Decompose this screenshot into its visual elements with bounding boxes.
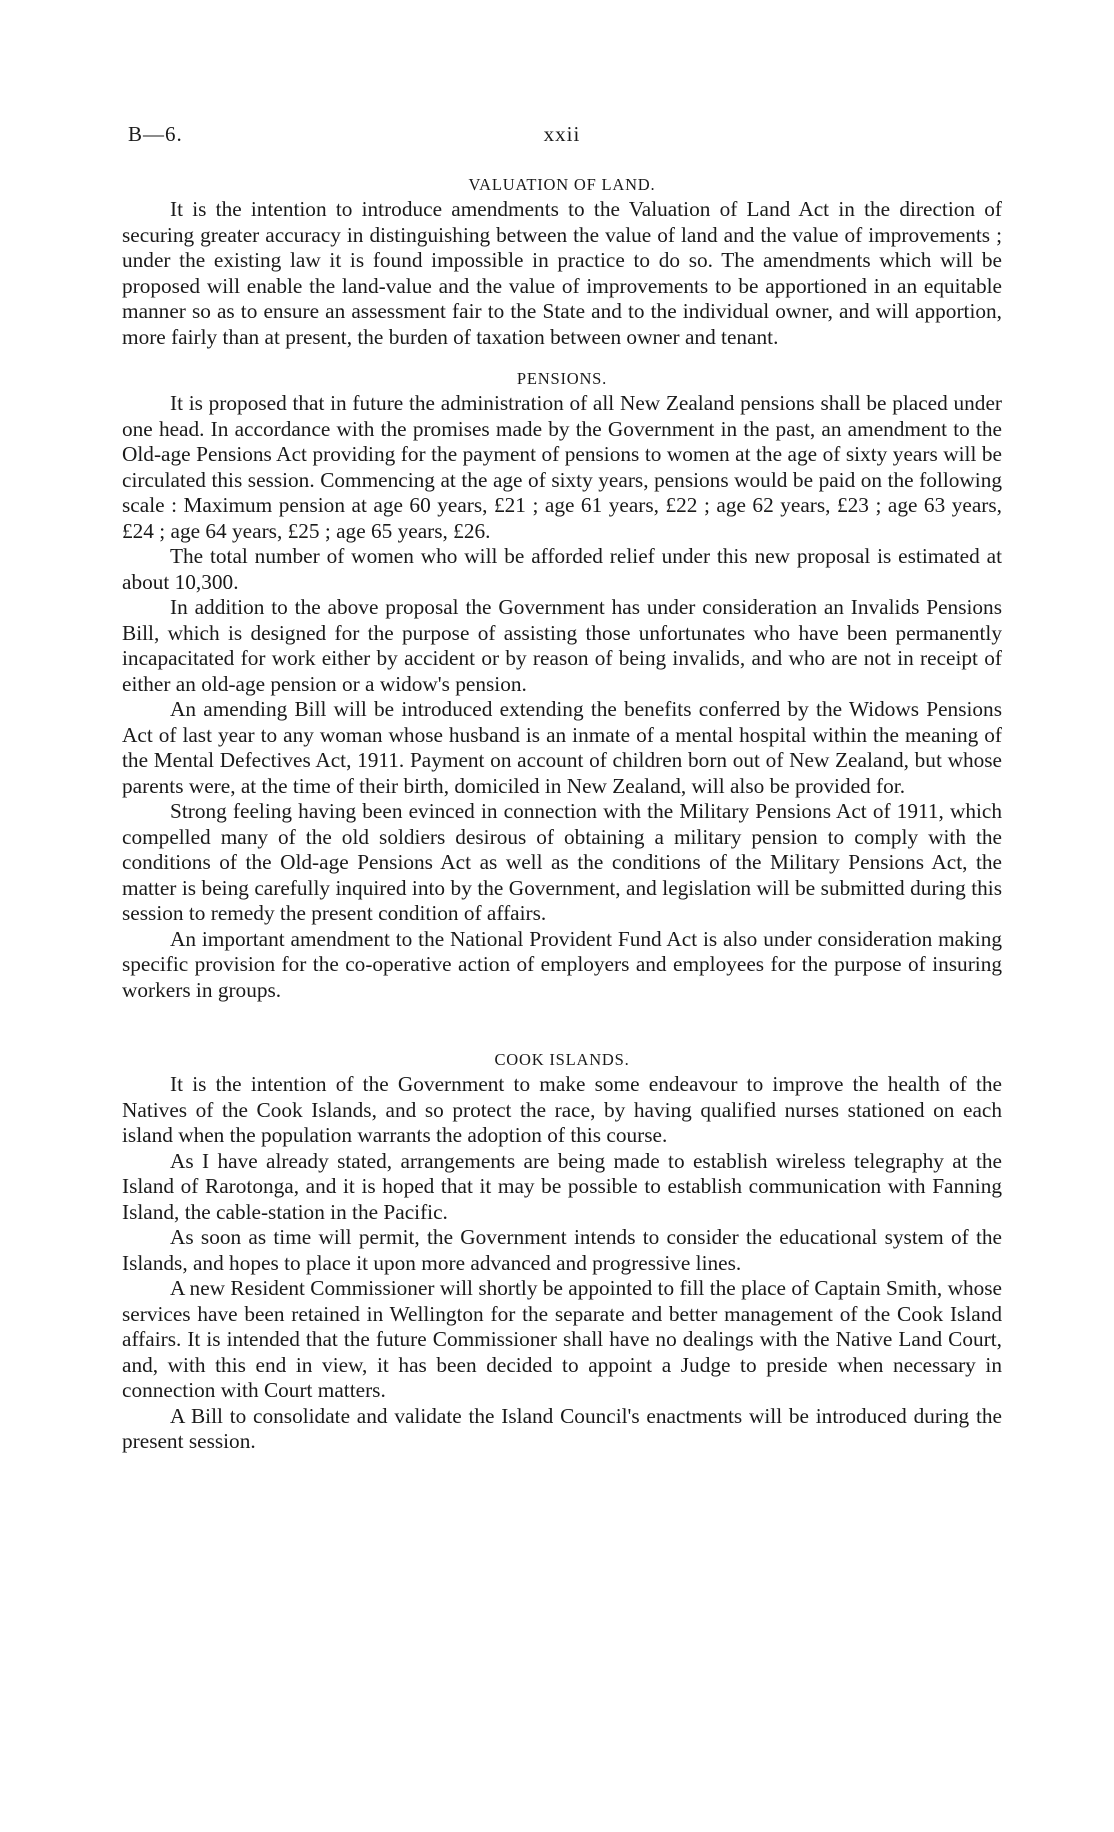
paragraph: It is proposed that in future the administration of all New Zealand pensions shall be placed under one head. In accordance with the promises made by the Government in the past, an amendment to the Old-age Pensions Act providing for the payment of pensions to women at the age of sixty years will be circulated this session. Commencing at the age of sixty years, pensions would be paid on the following scale : Maximum pension at age 60 years, £21 ; age 61 years, £22 ; age 62 years, £23 ; age 63 years, £24 ; age 64 years, £25 ; age 65 years, £26.	[122, 391, 1002, 543]
section-heading: PENSIONS.	[516, 369, 608, 388]
section-valuation-of-land	[122, 172, 1002, 350]
section-heading: VALUATION OF LAND.	[468, 175, 656, 194]
paper-reference: B—6.	[128, 122, 183, 146]
paragraph: A new Resident Commissioner will shortly be appointed to fill the place of Captain Smith, whose services have been retained in Wellington for the separate and better management of the Cook Island affairs. It is intended that the future Commissioner shall have no dealings with the Native Land Court, and, with this end in view, it has been decided to appoint a Judge to preside when necessary in connection with Court matters.	[122, 1276, 1002, 1402]
paragraph: A Bill to consolidate and validate the Island Council's enactments will be introduced during the present session.	[122, 1403, 1002, 1453]
section-pensions	[122, 366, 1002, 1003]
paragraph: It is the intention of the Government to make some endeavour to improve the health of the Natives of the Cook Islands, and so protect the race, by having qualified nurses stationed on each island when the population warrants the adoption of this course.	[122, 1072, 1002, 1147]
paragraph: As I have already stated, arrangements are being made to establish wireless telegraphy at the Island of Rarotonga, and it is hoped that it may be possible to establish communication with Fanning Island, the cable-station in the Pacific.	[122, 1148, 1002, 1224]
paragraph: Strong feeling having been evinced in connection with the Military Pensions Act of 1911, which compelled many of the old soldiers desirous of obtaining a military pension to comply with the conditions of the Old-age Pensions Act as well as the conditions of the Military Pensions Act, the matter is being carefully inquired into by the Government, and legislation will be submitted during this session to remedy the present condition of affairs.	[122, 799, 1002, 925]
page-number: xxii	[543, 122, 581, 146]
section-cook-islands	[122, 1047, 1002, 1455]
document-body	[122, 172, 1002, 1455]
section-heading: COOK ISLANDS.	[494, 1050, 630, 1069]
page-header	[122, 122, 1002, 152]
paragraph: An important amendment to the National Provident Fund Act is also under consideration making specific provision for the co-operative action of employers and employees for the purpose of insuring workers in groups.	[122, 926, 1002, 1002]
paragraph: It is the intention to introduce amendments to the Valuation of Land Act in the direction of securing greater accuracy in distinguishing between the value of land and the value of improvements ; under the existing law it is found impossible in practice to do so. The amendments which will be proposed will enable the land-value and the value of improvements to be apportioned in an equitable manner so as to ensure an assessment fair to the State and to the individual owner, and will apportion, more fairly than at present, the burden of taxation between owner and tenant.	[122, 197, 1002, 349]
paragraph: An amending Bill will be introduced extending the benefits conferred by the Widows Pensions Act of last year to any woman whose husband is an inmate of a mental hospital within the meaning of the Mental Defectives Act, 1911. Payment on account of children born out of New Zealand, but whose parents were, at the time of their birth, domiciled in New Zealand, will also be provided for.	[122, 697, 1002, 798]
section-spacer	[122, 350, 1002, 366]
section-spacer	[122, 1003, 1002, 1047]
paragraph: In addition to the above proposal the Government has under consideration an Invalids Pensions Bill, which is designed for the purpose of assisting those unfortunates who have been permanently incapacitated for work either by accident or by reason of being invalids, and who are not in receipt of either an old-age pension or a widow's pension.	[122, 595, 1002, 696]
paragraph: The total number of women who will be afforded relief under this new proposal is estimated at about 10,300.	[122, 544, 1002, 594]
paragraph: As soon as time will permit, the Government intends to consider the educational system of the Islands, and hopes to place it upon more advanced and progressive lines.	[122, 1225, 1002, 1275]
